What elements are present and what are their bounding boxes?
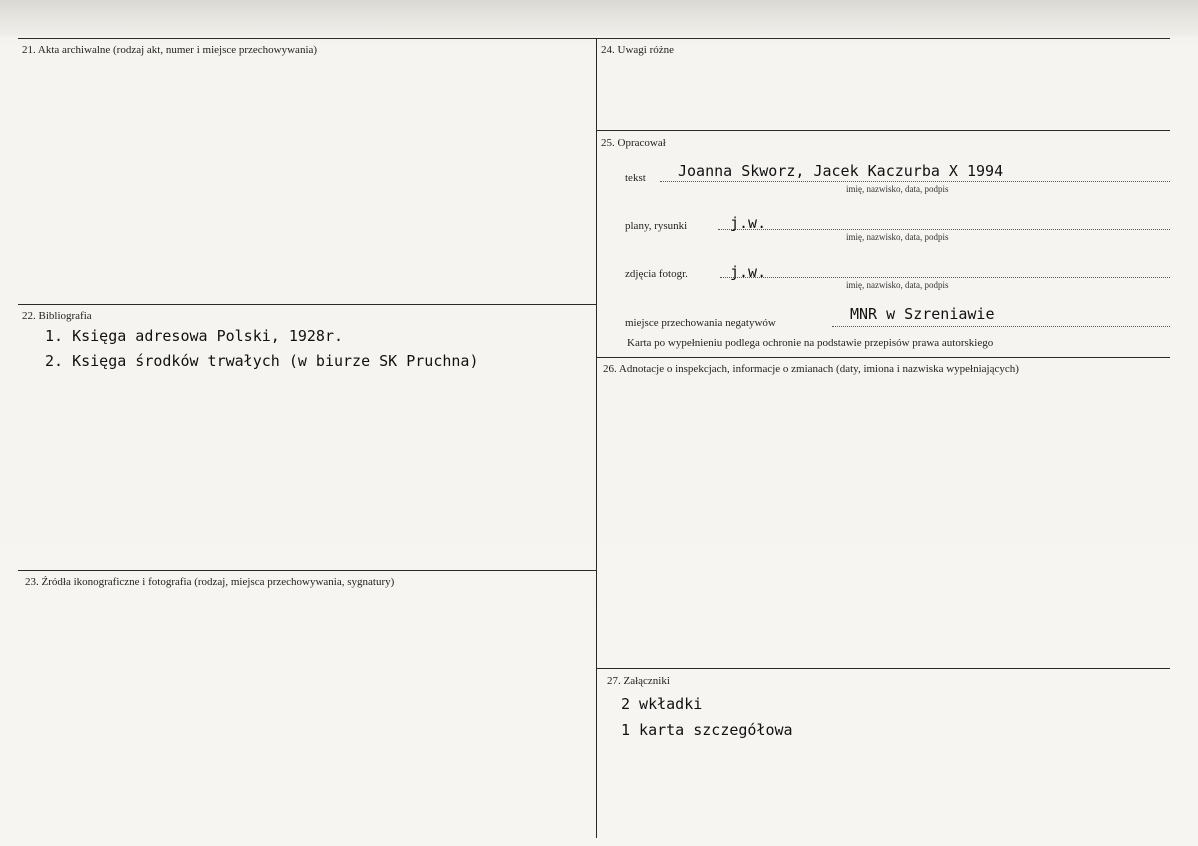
section-27-label: 27. Załączniki [607, 675, 670, 687]
scan-top-band [0, 0, 1198, 36]
section-23-label: 23. Źródła ikonograficzne i fotografia (rodzaj, miejsca przechowywania, sygnatury) [25, 576, 395, 588]
zdjecia-line [720, 277, 1170, 278]
miejsce-label: miejsce przechowania negatywów [625, 317, 776, 329]
attachment-item-2: 1 karta szczegółowa [621, 721, 793, 739]
zdjecia-label: zdjęcia fotogr. [625, 268, 688, 280]
plany-caption: imię, nazwisko, data, podpis [846, 232, 949, 242]
top-rule [18, 38, 1170, 39]
plany-value: j.w. [730, 214, 767, 232]
section-22-label: 22. Bibliografia [22, 310, 92, 322]
tekst-label: tekst [625, 172, 646, 184]
tekst-line [660, 181, 1170, 182]
section-27-rule [597, 668, 1170, 669]
tekst-value: Joanna Skworz, Jacek Kaczurba X 1994 [678, 162, 1004, 180]
section-23-rule [18, 570, 596, 571]
section-25-rule [597, 130, 1170, 131]
miejsce-line [832, 326, 1170, 327]
bibliography-item-1: 1. Księga adresowa Polski, 1928r. [45, 327, 344, 345]
attachment-item-1: 2 wkładki [621, 695, 703, 713]
section-25-label: 25. Opracował [601, 137, 666, 149]
plany-line [718, 229, 1170, 230]
section-21-label: 21. Akta archiwalne (rodzaj akt, numer i miejsce przechowywania) [22, 44, 318, 56]
tekst-caption: imię, nazwisko, data, podpis [846, 184, 949, 194]
column-divider [596, 38, 597, 838]
zdjecia-caption: imię, nazwisko, data, podpis [846, 280, 949, 290]
copyright-note: Karta po wypełnieniu podlega ochronie na podstawie przepisów prawa autorskiego [627, 337, 994, 349]
section-26-label: 26. Adnotacje o inspekcjach, informacje o zmianach (daty, imiona i nazwiska wypełniających) [603, 363, 1019, 375]
bibliography-item-2: 2. Księga środków trwałych (w biurze SK Pruchna) [45, 352, 479, 370]
section-26-rule [597, 357, 1170, 358]
miejsce-value: MNR w Szreniawie [850, 305, 995, 323]
section-24-label: 24. Uwagi różne [601, 44, 675, 56]
section-22-rule [18, 304, 596, 305]
zdjecia-value: j.w. [730, 263, 767, 281]
plany-label: plany, rysunki [625, 220, 688, 232]
